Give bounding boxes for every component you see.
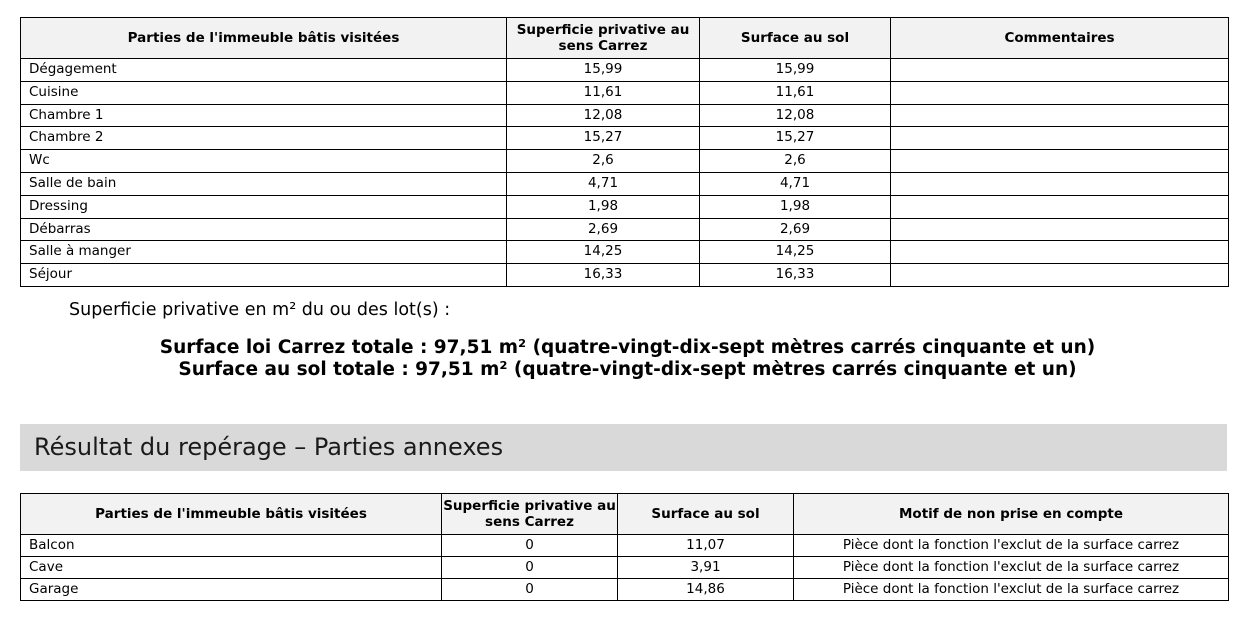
surfaces-table — [20, 17, 1229, 287]
cell-carrez: 14,25 — [507, 241, 700, 264]
header-carrez: Superficie privative au sens Carrez — [507, 18, 700, 59]
cell-sol: 16,33 — [700, 264, 891, 287]
cell-carrez: 15,27 — [507, 127, 700, 150]
cell-sol: 3,91 — [618, 557, 794, 579]
cell-carrez: 2,69 — [507, 218, 700, 241]
cell-sol: 2,6 — [700, 150, 891, 173]
table-row — [21, 104, 1229, 127]
cell-comment — [891, 127, 1229, 150]
cell-name: Garage — [21, 579, 442, 601]
cell-sol: 15,27 — [700, 127, 891, 150]
surfaces-table-body — [21, 59, 1229, 287]
cell-sol: 4,71 — [700, 172, 891, 195]
table-row — [21, 535, 1229, 557]
cell-carrez: 2,6 — [507, 150, 700, 173]
cell-name: Salle de bain — [21, 172, 507, 195]
cell-name: Chambre 2 — [21, 127, 507, 150]
cell-name: Séjour — [21, 264, 507, 287]
table-row — [21, 264, 1229, 287]
cell-carrez: 0 — [442, 535, 618, 557]
cell-sol: 11,07 — [618, 535, 794, 557]
cell-sol: 12,08 — [700, 104, 891, 127]
cell-carrez: 16,33 — [507, 264, 700, 287]
cell-name: Salle à manger — [21, 241, 507, 264]
cell-name: Débarras — [21, 218, 507, 241]
table-row — [21, 172, 1229, 195]
cell-carrez: 0 — [442, 579, 618, 601]
header-carrez: Superficie privative au sens Carrez — [442, 494, 618, 535]
cell-comment — [891, 59, 1229, 82]
table-row — [21, 579, 1229, 601]
cell-carrez: 1,98 — [507, 195, 700, 218]
cell-name: Wc — [21, 150, 507, 173]
table-row — [21, 127, 1229, 150]
header-sol: Surface au sol — [618, 494, 794, 535]
cell-comment — [891, 81, 1229, 104]
cell-sol: 1,98 — [700, 195, 891, 218]
cell-motif: Pièce dont la fonction l'exclut de la surface carrez — [794, 579, 1229, 601]
cell-name: Cuisine — [21, 81, 507, 104]
annexes-table — [20, 493, 1229, 601]
cell-comment — [891, 104, 1229, 127]
table-row — [21, 195, 1229, 218]
cell-name: Dressing — [21, 195, 507, 218]
cell-motif: Pièce dont la fonction l'exclut de la surface carrez — [794, 557, 1229, 579]
cell-sol: 15,99 — [700, 59, 891, 82]
table-row — [21, 81, 1229, 104]
annexes-table-body — [21, 535, 1229, 601]
table-row — [21, 150, 1229, 173]
cell-motif: Pièce dont la fonction l'exclut de la surface carrez — [794, 535, 1229, 557]
cell-comment — [891, 218, 1229, 241]
cell-carrez: 15,99 — [507, 59, 700, 82]
cell-name: Balcon — [21, 535, 442, 557]
cell-sol: 14,86 — [618, 579, 794, 601]
cell-comment — [891, 241, 1229, 264]
cell-sol: 11,61 — [700, 81, 891, 104]
cell-carrez: 0 — [442, 557, 618, 579]
cell-carrez: 12,08 — [507, 104, 700, 127]
table-row — [21, 59, 1229, 82]
cell-carrez: 4,71 — [507, 172, 700, 195]
header-commentaires: Commentaires — [891, 18, 1229, 59]
table-row — [21, 241, 1229, 264]
table-header-row — [21, 494, 1229, 535]
header-motif: Motif de non prise en compte — [794, 494, 1229, 535]
section-title: Résultat du repérage – Parties annexes — [34, 433, 504, 461]
cell-sol: 14,25 — [700, 241, 891, 264]
cell-comment — [891, 264, 1229, 287]
header-parties: Parties de l'immeuble bâtis visitées — [21, 494, 442, 535]
table-row — [21, 557, 1229, 579]
cell-comment — [891, 172, 1229, 195]
section-header — [20, 424, 1227, 471]
cell-name: Cave — [21, 557, 442, 579]
cell-name: Chambre 1 — [21, 104, 507, 127]
header-sol: Surface au sol — [700, 18, 891, 59]
cell-carrez: 11,61 — [507, 81, 700, 104]
total-carrez: Surface loi Carrez totale : 97,51 m² (quatre-vingt-dix-sept mètres carrés cinquante et un) — [159, 337, 1096, 358]
header-parties: Parties de l'immeuble bâtis visitées — [21, 18, 507, 59]
lot-label: Superficie privative en m² du ou des lot(s) : — [69, 300, 451, 320]
total-sol: Surface au sol totale : 97,51 m² (quatre-vingt-dix-sept mètres carrés cinquante et un) — [178, 359, 1077, 380]
cell-name: Dégagement — [21, 59, 507, 82]
cell-comment — [891, 150, 1229, 173]
cell-comment — [891, 195, 1229, 218]
totals-block — [0, 337, 1255, 381]
cell-sol: 2,69 — [700, 218, 891, 241]
table-header-row — [21, 18, 1229, 59]
table-row — [21, 218, 1229, 241]
